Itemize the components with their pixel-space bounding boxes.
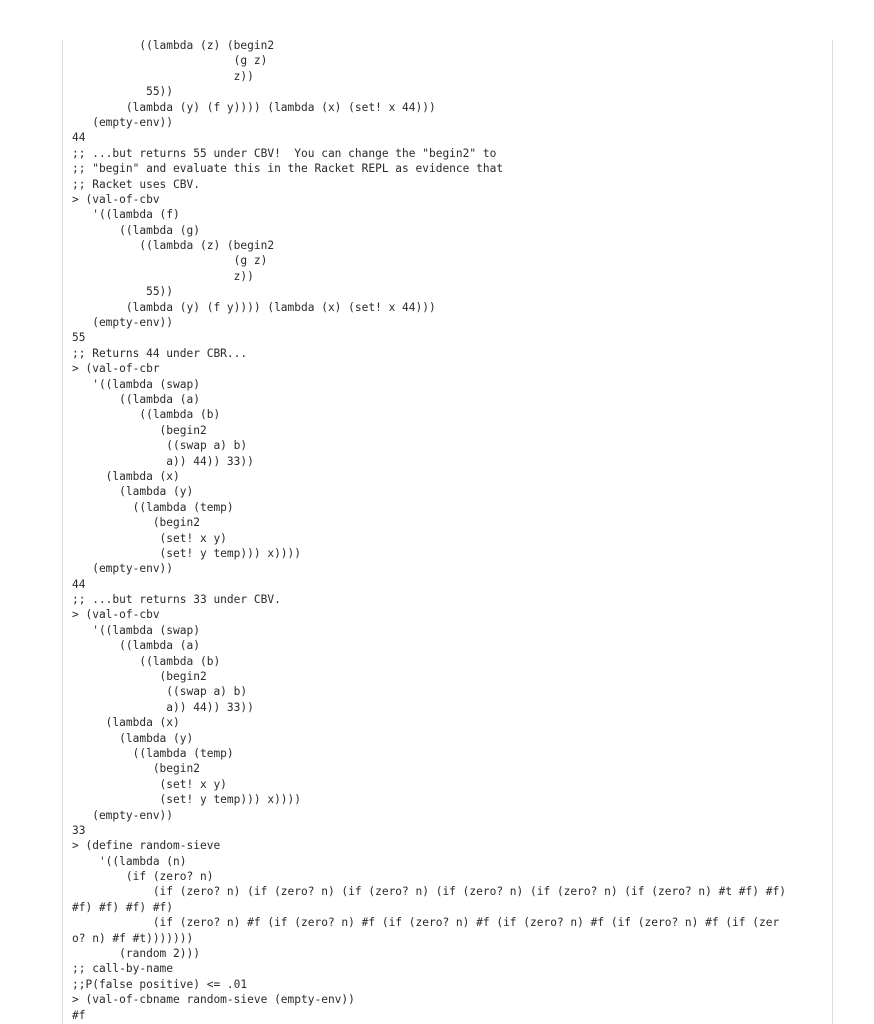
code-line: ((lambda (a) [72, 639, 200, 653]
code-line: #f [72, 1008, 86, 1022]
code-line: (empty-env)) [72, 115, 174, 129]
code-line: 55 [72, 331, 86, 345]
code-line: (lambda (x) [72, 716, 180, 730]
code-line: ;; call-by-name [72, 962, 174, 976]
code-line: ;; Returns 44 under CBR... [72, 346, 248, 360]
code-line: o? n) #f #t))))))) [72, 931, 194, 945]
code-line: ((lambda (a) [72, 392, 200, 406]
left-margin-rule [62, 40, 63, 1024]
code-line: > (val-of-cbv [72, 192, 160, 206]
code-line: ;;P(false positive) <= .01 [72, 977, 248, 991]
code-line: (if (zero? n) #f (if (zero? n) #f (if (zero? n) #f (if (zero? n) #f (if (zero? n) #f (if (zer [72, 916, 780, 930]
code-line: 55)) [72, 85, 174, 99]
code-line: 55)) [72, 285, 174, 299]
code-line: #f) #f) #f) #f) [72, 900, 174, 914]
code-line: (set! y temp))) x)))) [72, 793, 302, 807]
code-line: z)) [72, 269, 254, 283]
code-line: > (val-of-cbname random-sieve (empty-env)) [72, 993, 355, 1007]
code-line: ((lambda (z) (begin2 [72, 239, 275, 253]
code-line: (begin2 [72, 670, 207, 684]
code-line: (g z) [72, 254, 268, 268]
code-line: (random 2))) [72, 947, 200, 961]
code-line: (lambda (y) [72, 485, 194, 499]
code-line: (if (zero? n) [72, 870, 214, 884]
code-line: (if (zero? n) (if (zero? n) (if (zero? n) (if (zero? n) (if (zero? n) (if (zero? n) #t #f) #f) [72, 885, 786, 899]
code-line: '((lambda (f) [72, 208, 180, 222]
code-line: ((swap a) b) [72, 685, 248, 699]
code-line: '((lambda (swap) [72, 623, 200, 637]
code-line: (begin2 [72, 762, 200, 776]
code-line: (empty-env)) [72, 562, 174, 576]
code-listing [72, 38, 824, 1023]
code-line: (empty-env)) [72, 808, 174, 822]
code-line: (lambda (y) (f y)))) (lambda (x) (set! x 44))) [72, 100, 436, 114]
code-line: (begin2 [72, 423, 207, 437]
code-line: (g z) [72, 54, 268, 68]
code-line: ;; ...but returns 33 under CBV. [72, 593, 281, 607]
code-line: z)) [72, 69, 254, 83]
code-line: ((lambda (temp) [72, 500, 234, 514]
code-line: ((lambda (z) (begin2 [72, 39, 275, 52]
code-line: a)) 44)) 33)) [72, 454, 254, 468]
code-line: (set! x y) [72, 777, 227, 791]
code-line: > (val-of-cbv [72, 608, 160, 622]
code-line: (set! y temp))) x)))) [72, 546, 302, 560]
code-line: ((lambda (temp) [72, 746, 234, 760]
code-line: ;; ...but returns 55 under CBV! You can change the "begin2" to [72, 146, 497, 160]
right-margin-rule [832, 40, 833, 1024]
code-line: (empty-env)) [72, 316, 174, 330]
code-line: ((swap a) b) [72, 439, 248, 453]
code-line: 33 [72, 823, 86, 837]
code-line: a)) 44)) 33)) [72, 700, 254, 714]
code-line: 44 [72, 131, 86, 145]
code-line: (begin2 [72, 516, 200, 530]
code-line: ;; "begin" and evaluate this in the Racket REPL as evidence that [72, 162, 504, 176]
code-line: '((lambda (swap) [72, 377, 200, 391]
code-line: ((lambda (b) [72, 408, 221, 422]
code-line: (lambda (y) (f y)))) (lambda (x) (set! x 44))) [72, 300, 436, 314]
code-line: (lambda (y) [72, 731, 194, 745]
code-line: ;; Racket uses CBV. [72, 177, 200, 191]
code-line: '((lambda (n) [72, 854, 187, 868]
code-line: 44 [72, 577, 86, 591]
code-line: > (define random-sieve [72, 839, 221, 853]
code-line: (set! x y) [72, 531, 227, 545]
code-line: ((lambda (b) [72, 654, 221, 668]
code-line: ((lambda (g) [72, 223, 200, 237]
code-line: (lambda (x) [72, 469, 180, 483]
code-line: > (val-of-cbr [72, 362, 160, 376]
